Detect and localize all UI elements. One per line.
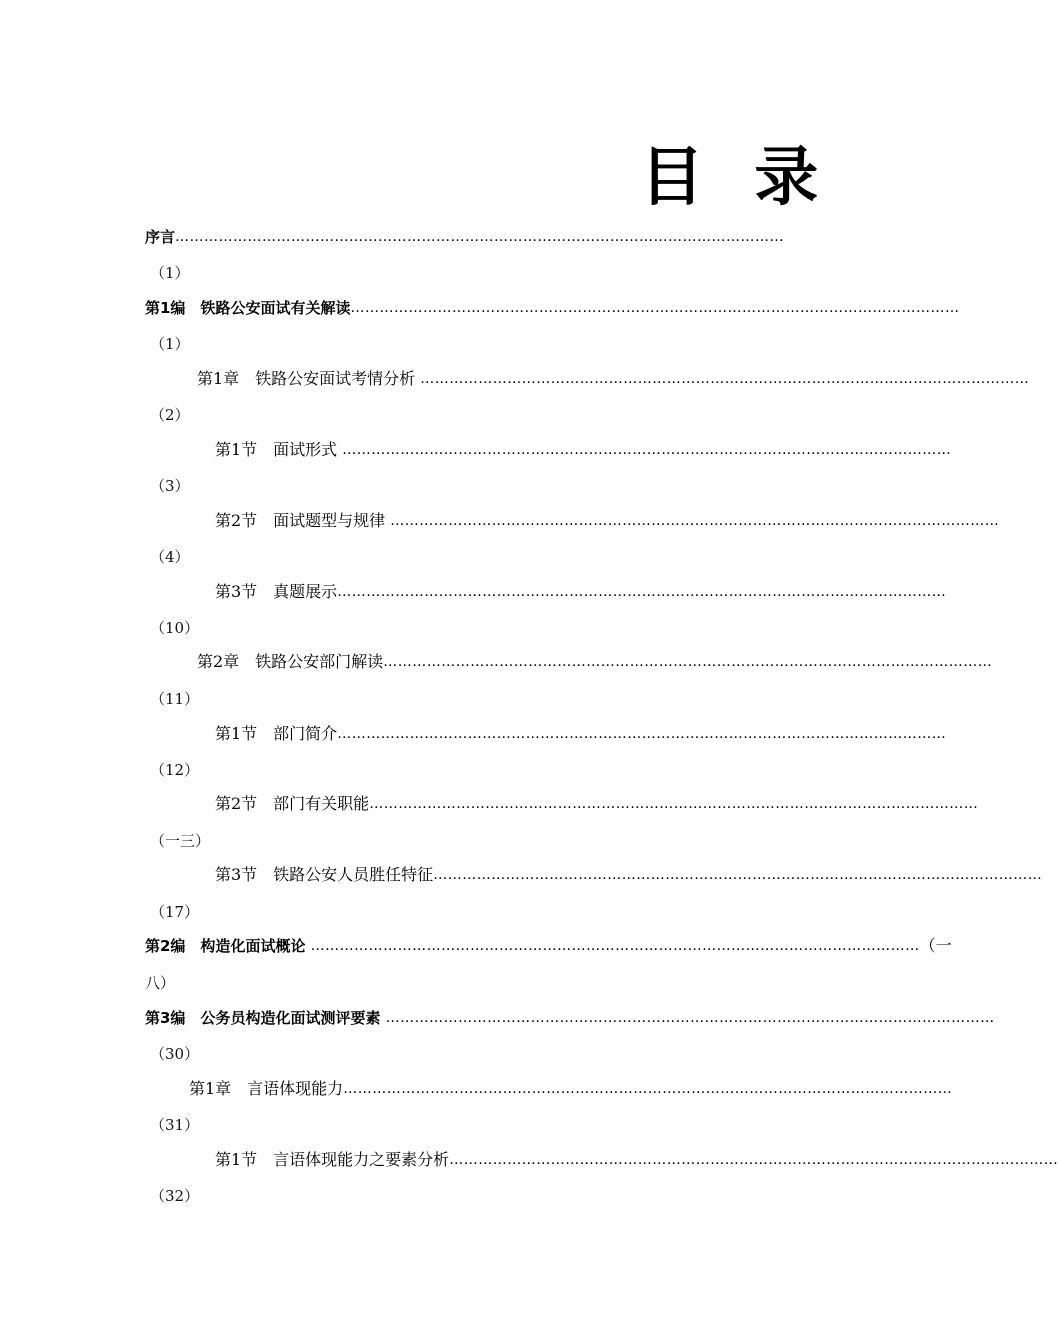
toc-entry-page: （30）: [150, 1045, 200, 1063]
toc-entry-page: （12）: [150, 761, 200, 779]
toc-entry-section[interactable]: [215, 722, 947, 746]
toc-entry-label: 第1节 言语体现能力之要素分析: [215, 1150, 450, 1169]
toc-entry-label: 第3节 铁路公安人员胜任特征: [215, 865, 434, 884]
toc-entry-label: 第1编 铁路公安面试有关解读: [145, 299, 351, 317]
toc-entry-chapter-3-1[interactable]: [189, 1077, 953, 1101]
toc-entry-page-start: （一: [919, 936, 952, 955]
toc-entry-page: （1）: [150, 264, 190, 282]
toc-entry-section[interactable]: [215, 792, 979, 816]
toc-entry-section[interactable]: [215, 1148, 1058, 1172]
toc-entry-label: 第3节 真题展示: [215, 582, 338, 601]
toc-entry-page: （32）: [150, 1187, 200, 1205]
toc-entry-label: 序言: [145, 228, 176, 246]
toc-title: 目 录: [640, 141, 833, 215]
toc-entry-label: 第2编 构造化面试概论: [145, 937, 311, 955]
toc-entry-label: 第1章 铁路公安面试考情分析: [197, 369, 421, 388]
leader-dots: ………………………………………………………………………………………………………………: [420, 371, 1030, 387]
leader-dots: ………………………………………………………………………………………………………………: [310, 938, 920, 954]
toc-entry-part-2[interactable]: [145, 934, 952, 958]
leader-dots: ………………………………………………………………………………………………………………: [337, 726, 947, 742]
toc-entry-page: （17）: [150, 903, 200, 921]
toc-entry-label: 第1节 面试形式: [215, 440, 343, 459]
toc-entry-page: （31）: [150, 1116, 200, 1134]
toc-entry-page: （3）: [150, 477, 190, 495]
toc-entry-chapter-2[interactable]: [197, 650, 993, 674]
toc-entry-label: 第2章 铁路公安部门解读: [197, 652, 384, 671]
toc-entry-page: （2）: [150, 406, 190, 424]
leader-dots: ………………………………………………………………………………………………………………: [390, 513, 1000, 529]
leader-dots: ………………………………………………………………………………………………………………: [350, 300, 960, 316]
leader-dots: ………………………………………………………………………………………………………………: [449, 1152, 1058, 1168]
toc-entry-label: 第3编 公务员构造化面试测评要素: [145, 1009, 386, 1027]
toc-entry-part-3[interactable]: [145, 1006, 995, 1030]
toc-entry-page: （4）: [150, 548, 190, 566]
toc-entry-label: 第2节 面试题型与规律: [215, 511, 391, 530]
toc-entry-section[interactable]: [215, 580, 947, 604]
toc-entry-section[interactable]: [215, 509, 1000, 533]
toc-entry-label: 第1节 部门简介: [215, 724, 338, 743]
toc-entry-page: （1）: [150, 335, 190, 353]
leader-dots: ………………………………………………………………………………………………………………: [175, 229, 785, 245]
toc-entry-chapter-1[interactable]: [197, 367, 1030, 391]
leader-dots: ………………………………………………………………………………………………………………: [342, 442, 952, 458]
leader-dots: ………………………………………………………………………………………………………………: [383, 654, 993, 670]
toc-entry-section[interactable]: [215, 438, 952, 462]
toc-entry-page: （一三）: [150, 832, 211, 850]
toc-entry-label: 第2节 部门有关职能: [215, 794, 370, 813]
toc-entry-preface[interactable]: [145, 225, 785, 249]
toc-entry-section[interactable]: [215, 863, 1043, 887]
toc-entry-part-1[interactable]: [145, 296, 960, 320]
toc-entry-label: 第1章 言语体现能力: [189, 1079, 344, 1098]
leader-dots: ………………………………………………………………………………………………………………: [433, 867, 1043, 883]
leader-dots: ………………………………………………………………………………………………………………: [385, 1010, 995, 1026]
toc-entry-page: （11）: [150, 690, 200, 708]
toc-entry-page: （10）: [150, 619, 200, 637]
leader-dots: ………………………………………………………………………………………………………………: [337, 584, 947, 600]
leader-dots: ………………………………………………………………………………………………………………: [343, 1081, 953, 1097]
leader-dots: ………………………………………………………………………………………………………………: [369, 796, 979, 812]
toc-entry-page: 八）: [145, 974, 176, 992]
